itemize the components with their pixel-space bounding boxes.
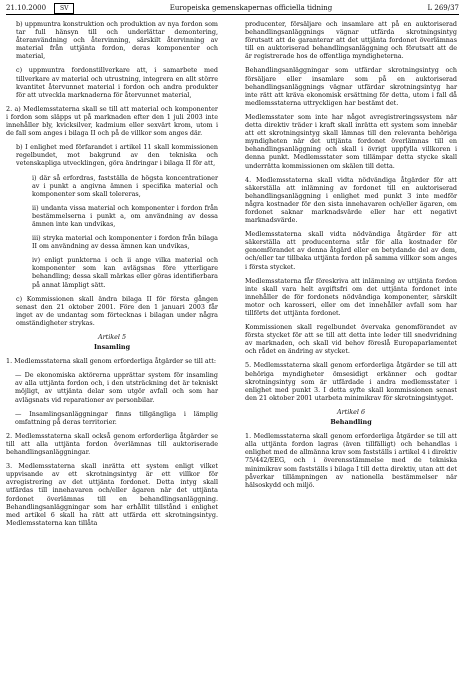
- subpoint-ii: ii) undanta vissa material och komponenter i fordon från bestämmelserna i punkt a, om användning av dessa ämnen inte kan undvikas,: [32, 203, 218, 228]
- paragraph-r3: Medlemsstater som inte har något avregistreringssystem när detta direktiv träder i kraft skall inrätta ett system som innebär att ett skrotningsintyg skall lämnas till den relevanta behöriga myndigheten när det uttjänta fordonet överlämnas till en behandlingsanläggning och skall i övrigt uppfylla villkoren i denna punkt. Medlemsstater som tillämpar detta stycke skall underrätta kommissionen om skälen till detta.: [245, 112, 457, 170]
- paragraph-2a: 2. a) Medlemsstaterna skall se till att material och komponenter i fordon som släpps ut på marknaden efter den 1 juli 2003 inte innehåller bly, kvicksilver, kadmium eller sexvärt krom, utom i de fall som anges i bilaga II och på de villkor som anges där.: [6, 104, 218, 138]
- subpoint-iv: iv) enligt punkterna i och ii ange vilka material och komponenter som kan avlägsnas före ytterligare behandling; dessa skall märkas eller göras identifierbara på annat lämpligt sätt.: [32, 256, 218, 289]
- article-5-paragraph-1: 1. Medlemsstaterna skall genom erforderliga åtgärder se till att:: [6, 357, 217, 366]
- point-c: c) uppmuntra fordonstillverkare att, i samarbete med tillverkare av material och utrustning, integrera en allt större kvantitet återvunnet material i fordon och andra produkter för att utveckla marknaderna för återvunnet material,: [16, 66, 218, 99]
- point-b: b) uppmuntra konstruktion och produktion av nya fordon som tar full hänsyn till och underlättar demontering, återanvändning och återvinning, särskilt återvinning av material från uttjänta fordon, deras komponenter och material,: [16, 20, 218, 61]
- paragraph-r5: Medlemsstaterna skall vidta nödvändiga åtgärder för att säkerställa att producenterna står för alla kostnader för genomförandet av denna åtgärd eller en betydande del av dem, och/eller tar tillbaka uttjänta fordon på samma villkor som anges i första stycket.: [245, 230, 457, 271]
- paragraph-2b: b) I enlighet med förfarandet i artikel 11 skall kommissionen regelbundet, mot bakgrund av den tekniska och vetenskapliga utvecklingen, göra ändringar i bilaga II för att,: [16, 143, 218, 168]
- paragraph-r4: 4. Medlemsstaterna skall vidta nödvändiga åtgärder för att säkerställa att inlämning av fordonet till en auktoriserad behandlingsanläggning i enlighet med punkt 3 inte medför några kostnader för den sista innehavaren och/eller ägaren, om fordonet saknar marknadsvärde eller har ett negativt marknadsvärde.: [245, 175, 457, 225]
- left-column: [6, 20, 218, 533]
- article-5-title: Artikel 5: [97, 333, 127, 341]
- page-header: [6, 2, 459, 15]
- article-5-dash-2: — Insamlingsanläggningar finns tillgängliga i lämplig omfattning på deras territorier.: [15, 409, 218, 426]
- article-6-heading: Behandling: [330, 418, 372, 427]
- header-date: 21.10.2000: [6, 4, 47, 12]
- subpoint-i: i) där så erfordras, fastställa de högsta koncentrationer av i punkt a angivna ämnen i specifika material och komponenter som skall tolereras,: [32, 173, 218, 198]
- subpoint-iii: iii) stryka material och komponenter i fordon från bilaga II om användning av dessa ämnen kan undvikas,: [32, 234, 218, 251]
- article-6-title: Artikel 6: [336, 407, 366, 416]
- article-5-heading: Insamling: [93, 343, 131, 352]
- paragraph-r8: 5. Medlemsstaterna skall genom erforderliga åtgärder se till att behöriga myndigheter ömsesidigt erkänner och godtar skrotningsintyg som är utfärdade i andra medlemsstater i enlighet med punkt 3. I detta syfte skall kommissionen senast den 21 oktober 2001 utarbeta minimikrav för skrotningsintyget.: [245, 361, 457, 402]
- paragraph-r6: Medlemsstaterna får föreskriva att inlämning av uttjänta fordon inte skall vara helt avgiftsfri om det uttjänta fordonet inte innehåller de för fordonets nödvändiga komponenter, särskilt motor och karosseri, eller om det innehåller avfall som har tillförts det uttjänta fordonet.: [245, 276, 457, 317]
- paragraph-r2: Behandlingsanläggningar som utfärdar skrotningsintyg och försäljare eller insamlare som på en auktoriserad behandlingsanläggnings vägnar utfärdar skrotningsintyg har inte rätt att kräva ekonomisk ersättning för detta, utom i fall då medlemsstaterna uttryckligen har bestämt det.: [245, 66, 457, 107]
- paragraph-r1: producenter, försäljare och insamlare att på en auktoriserad behandlingsanläggnings vägnar utfärda skrotningsintyg förutsatt att de garanterar att det uttjänta fordonet överlämnas till en auktoriserad behandlingsanläggning och förutsatt att de är registrerade hos de offentliga myndigheterna.: [245, 20, 457, 61]
- page-number: L 269/37: [427, 4, 459, 12]
- right-column: [245, 20, 457, 495]
- paragraph-2c: c) Kommissionen skall ändra bilaga II för första gången senast den 21 oktober 2001. Före den 1 januari 2003 får inget av de undantag som förtecknas i bilagan under några omständigheter strykas.: [16, 294, 218, 327]
- article-5-dash-1: — De ekonomiska aktörerna upprättar system för insamling av alla uttjänta fordon och, i den utsträckning det är tekniskt möjligt, av uttjänta delar som utgör avfall och som har avlägsnats vid reparationer av personbilar.: [15, 371, 218, 404]
- paragraph-r7: Kommissionen skall regelbundet övervaka genomförandet av första stycket för att se till att detta inte leder till snedvridning av marknaden, och skall vid behov föreslå Europaparlamentet och rådet en ändring av stycket.: [245, 323, 457, 356]
- journal-title: Europeiska gemenskapernas officiella tidning: [169, 4, 333, 12]
- article-5-paragraph-2: 2. Medlemsstaterna skall också genom erforderliga åtgärder se till att alla uttjänta fordon överlämnas till auktoriserade behandlingsanläggningar.: [6, 431, 218, 457]
- article-6-paragraph-1: 1. Medlemsstaterna skall genom erforderliga åtgärder se till att alla uttjänta fordon lagras (även tillfälligt) och behandlas i enlighet med de allmänna krav som fastställs i artikel 4 i direktiv 75/442/EEG, och i överensstämmelse med de tekniska minimikrav som fastställs i bilaga I till detta direktiv, utan att det påverkar tillämpningen av nationella bestämmelser när hälsoskydd och miljö.: [245, 432, 457, 489]
- article-5-paragraph-3: 3. Medlemsstaterna skall inrätta ett system enligt vilket uppvisande av ett skrotningsintyg är ett villkor för avregistrering av det uttjänta fordonet. Detta intyg skall utfärdas till innehavaren och/eller ägaren när det uttjänta fordonet överlämnas till en behandlingsanläggning. Behandlingsanläggningar som har erhållit tillstånd i enlighet med artikel 6 skall ha rätt att utfärda ett skrotningsintyg. Medlemsstaterna kan tillåta: [6, 462, 218, 527]
- language-badge: SV: [54, 3, 74, 14]
